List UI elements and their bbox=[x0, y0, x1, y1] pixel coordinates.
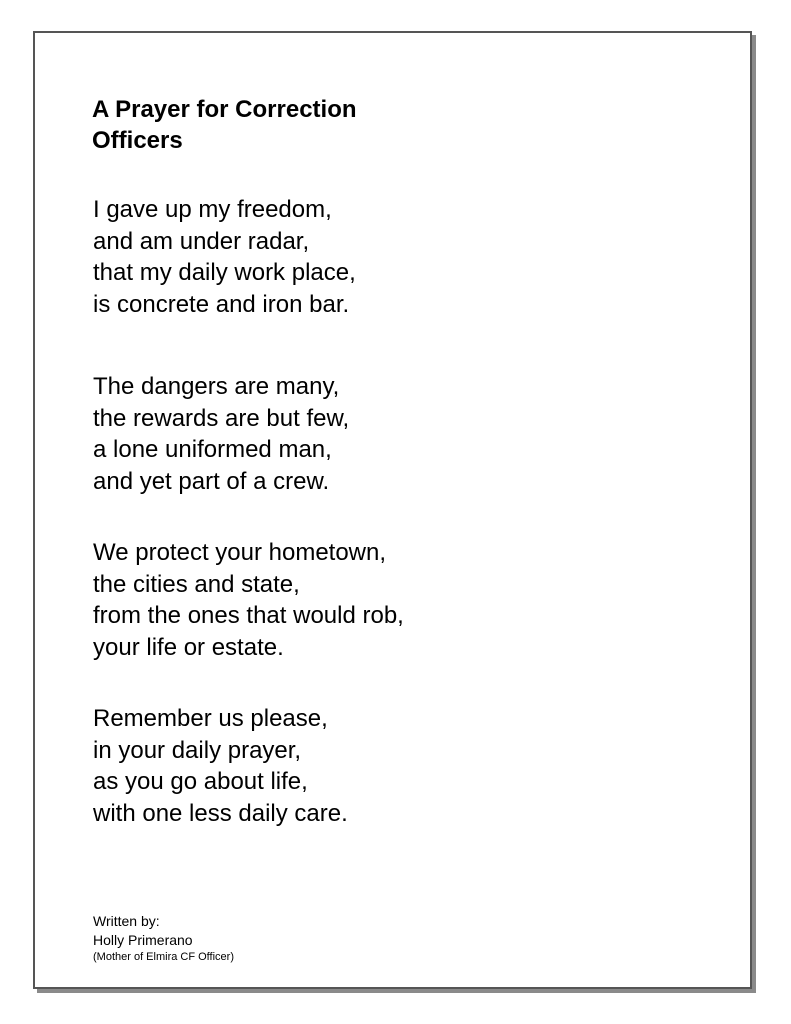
poem-line: from the ones that would rob, bbox=[93, 602, 404, 629]
poem-line: We protect your hometown, bbox=[93, 539, 387, 566]
poem-line: that my daily work place, bbox=[93, 259, 356, 286]
poem-line: The dangers are many, bbox=[93, 373, 340, 400]
poem-line: I gave up my freedom, bbox=[93, 196, 332, 223]
author-note: (Mother of Elmira CF Officer) bbox=[93, 951, 234, 963]
stanza-3 bbox=[93, 537, 404, 663]
poem-line: is concrete and iron bar. bbox=[93, 290, 350, 318]
author-credit bbox=[93, 912, 234, 964]
stanza-1 bbox=[93, 194, 356, 320]
poem-line: the cities and state, bbox=[93, 570, 300, 598]
poem-line: your life or estate. bbox=[93, 633, 284, 661]
poem-line: a lone uniformed man, bbox=[93, 436, 332, 463]
stanza-2 bbox=[93, 371, 349, 497]
page-frame bbox=[33, 31, 752, 989]
poem-line: the rewards are but few, bbox=[93, 404, 350, 432]
poem-line: and am under radar, bbox=[93, 227, 310, 255]
stanza-4 bbox=[93, 703, 348, 829]
title-line-2: Officers bbox=[92, 127, 183, 154]
poem-title bbox=[92, 94, 512, 156]
poem-line: with one less daily care. bbox=[93, 799, 348, 827]
title-line-1: A Prayer for Correction bbox=[92, 96, 357, 123]
poem-line: in your daily prayer, bbox=[93, 736, 302, 764]
credit-label: Written by: bbox=[93, 913, 160, 929]
poem-line: Remember us please, bbox=[93, 705, 328, 732]
author-name: Holly Primerano bbox=[93, 932, 193, 948]
poem-line: as you go about life, bbox=[93, 768, 308, 795]
poem-line: and yet part of a crew. bbox=[93, 467, 330, 495]
